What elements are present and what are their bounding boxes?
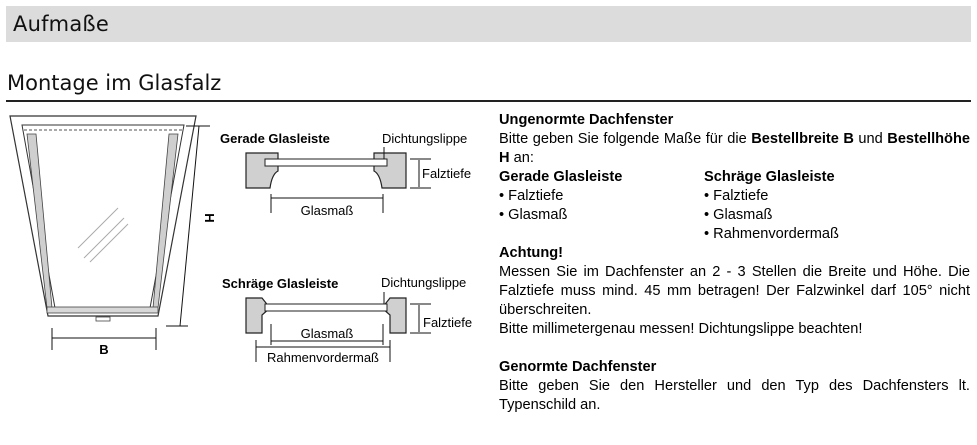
intro-text-2: und (853, 131, 888, 147)
warning-note: Bitte millimetergenau messen! Dichtungslippe beachten! (499, 321, 863, 337)
straight-depth-label: Falztiefe (422, 166, 472, 181)
sloped-frame-label: Rahmenvordermaß (267, 350, 379, 365)
intro-text-3: an: (509, 150, 534, 166)
measurement-lists (499, 168, 970, 244)
sloped-seal-label: Dichtungslippe (381, 275, 467, 290)
list-item: • Rahmenvordermaß (704, 226, 839, 242)
intro-text-1: Bitte geben Sie folgende Maße für die (499, 131, 752, 147)
page-title: Aufmaße (13, 12, 109, 36)
warning-heading: Achtung! (499, 245, 564, 261)
nonstandard-intro (499, 130, 970, 168)
straight-bead-title: Gerade Glasleiste (220, 131, 330, 146)
sloped-list-heading: Schräge Glasleiste (704, 169, 835, 185)
nonstandard-heading: Ungenormte Dachfenster (499, 112, 674, 128)
window-drawing (10, 116, 210, 350)
intro-width-b: Bestellbreite B (751, 131, 854, 147)
sloped-depth-label: Falztiefe (423, 315, 473, 330)
list-item: • Falztiefe (499, 188, 564, 204)
glass-rebate-diagram (0, 104, 490, 372)
sloped-glass-label: Glasmaß (300, 326, 354, 341)
height-h-label: H (202, 213, 217, 223)
warning-text: Messen Sie im Dachfenster an 2 - 3 Stellen die Breite und Höhe. Die Falztiefe muss mind. 45 mm betragen! Der Falzwinkel darf 105° nicht überschreiten. (499, 264, 970, 318)
list-item: • Falztiefe (704, 188, 769, 204)
straight-bead-list (499, 168, 622, 225)
instructions-text (499, 111, 970, 415)
width-b-label: B (99, 342, 109, 357)
list-item: • Glasmaß (499, 207, 568, 223)
section-title: Montage im Glasfalz (7, 71, 222, 95)
list-item: • Glasmaß (704, 207, 773, 223)
standard-heading: Genormte Dachfenster (499, 359, 657, 375)
sloped-bead-list (704, 168, 839, 244)
straight-list-heading: Gerade Glasleiste (499, 169, 623, 185)
section-divider (6, 100, 971, 102)
standard-text: Bitte geben Sie den Hersteller und den Typ des Dachfensters lt. Typenschild an. (499, 378, 970, 413)
spacer (499, 339, 970, 358)
intro-height-h: Bestellhöhe H (499, 131, 970, 166)
sloped-bead-title: Schräge Glasleiste (222, 276, 339, 291)
header-bar (6, 6, 971, 42)
straight-glass-label: Glasmaß (300, 203, 354, 218)
straight-seal-label: Dichtungslippe (382, 131, 468, 146)
